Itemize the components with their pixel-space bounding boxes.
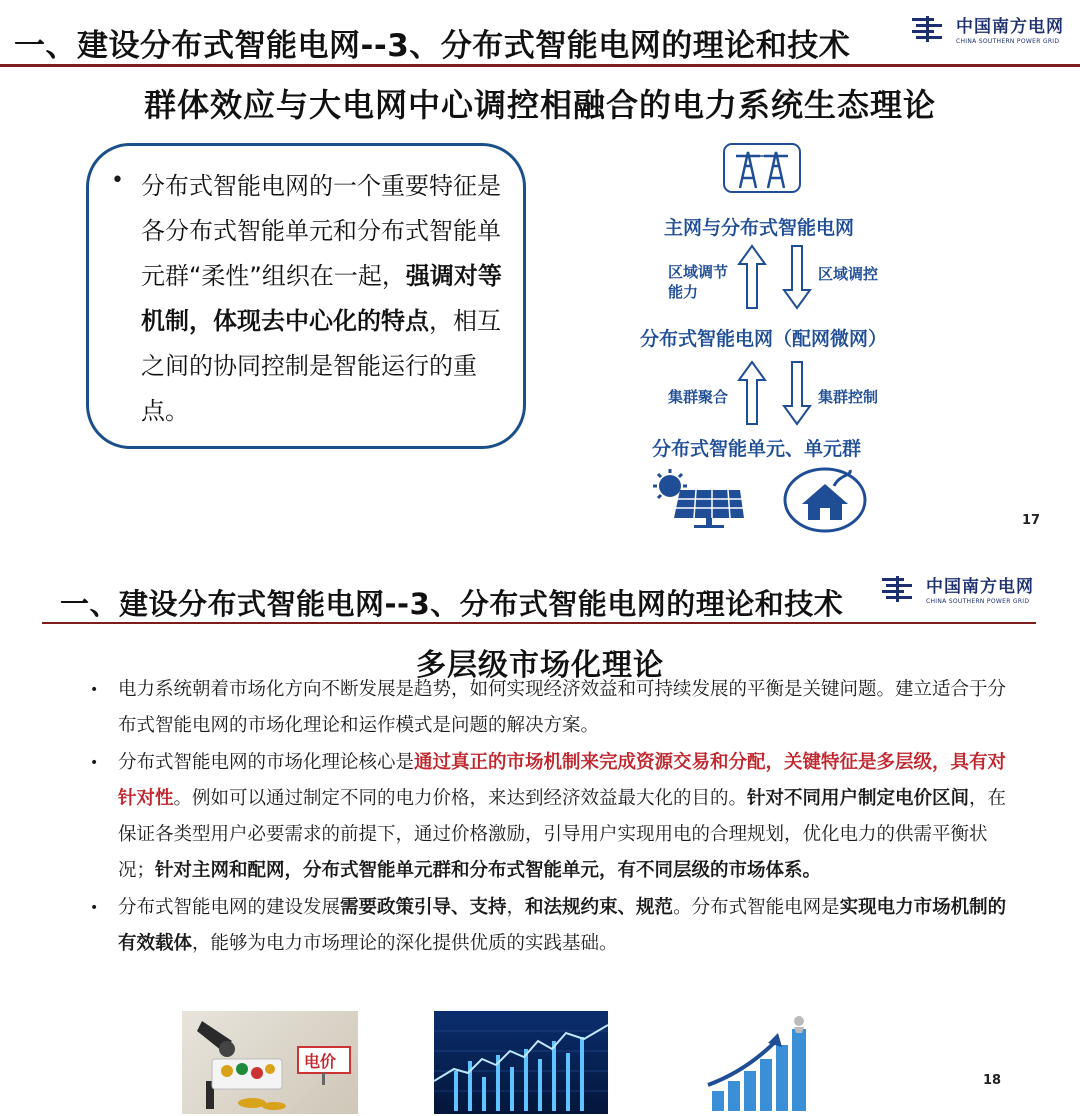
market-chart-photo — [434, 1011, 608, 1114]
list-item — [88, 745, 1008, 889]
bold-text: 针对主网和配网，分布式智能单元群和分布式智能单元，有不同层级的市场体系。 — [155, 860, 822, 881]
diagram-bottom-label: 分布式智能单元、单元群 — [652, 438, 862, 460]
bullet-text: 分布式智能电网的市场化理论核心是 — [118, 752, 415, 773]
callout-text — [141, 164, 505, 434]
page-number: 18 — [983, 1073, 1002, 1088]
callout-box — [86, 143, 526, 449]
bullet-text: 电力系统朝着市场化方向不断发展是趋势，如何实现经济效益和可持续发展的平衡是关键问题。建立适合于分布式智能电网的市场化理论和运作模式是问题的解决方案。 — [118, 679, 1007, 736]
arrow-up-icon — [737, 244, 767, 310]
page-number: 17 — [1022, 513, 1041, 528]
slide-subtitle: 群体效应与大电网中心调控相融合的电力系统生态理论 — [143, 86, 936, 124]
callout-text-part2: ，相互之间的协同控制是智能运行的重点。 — [141, 307, 501, 425]
slide-header-title: 一、建设分布式智能电网--3、分布式智能电网的理论和技术 — [60, 587, 844, 621]
bullet-text: ，能够为电力市场理论的深化提供优质的实践基础。 — [192, 933, 618, 954]
arrow-up-icon — [737, 360, 767, 426]
bold-text: 需要政策引导、支持 — [340, 897, 507, 918]
csg-logo-icon — [910, 14, 950, 44]
diagram-up2-label: 集群聚合 — [668, 388, 729, 406]
arrow-down-icon — [782, 360, 812, 426]
bullet-icon: • — [111, 168, 124, 193]
market-line-illustration — [434, 1011, 608, 1114]
diagram-down2-label: 集群控制 — [818, 388, 879, 406]
growth-bars-illustration — [706, 1011, 816, 1114]
diagram-top-label: 主网与分布式智能电网 — [664, 217, 855, 239]
list-item — [88, 890, 1008, 962]
header-divider — [0, 64, 1080, 67]
slide-header-title: 一、建设分布式智能电网--3、分布式智能电网的理论和技术 — [14, 28, 851, 64]
logo-chinese-name: 中国南方电网 — [926, 577, 1034, 597]
price-sign-label: 电价 — [304, 1052, 337, 1071]
callout-text-part1: 分布式智能电网的一个重要特征是各分布式智能单元和分布式智能单元群“柔性”组织在一起， — [141, 172, 501, 290]
bullet-text: 分布式智能电网的建设发展 — [118, 897, 341, 918]
logo-english-name: CHINA SOUTHERN POWER GRID — [956, 38, 1060, 45]
smart-home-icon — [782, 466, 868, 534]
bold-text: 和法规约束、规范 — [525, 897, 674, 918]
list-item — [88, 672, 1008, 744]
csg-logo-icon — [880, 574, 920, 604]
bold-text: 针对不同用户制定电价区间 — [747, 788, 970, 809]
header-divider — [42, 622, 1036, 624]
power-tower-icon — [722, 142, 802, 194]
callout-text-bold: 强调对等机制，体现去中心化的特点 — [141, 262, 502, 335]
price-photo — [182, 1011, 358, 1114]
arrow-down-icon — [782, 244, 812, 310]
highlight-text: 通过真正的市场机制来完成资源交易和分配，关键特征是多层级，具有对针对性 — [118, 752, 1007, 809]
bullet-icon: • — [90, 682, 99, 698]
bold-text: 实现电力市场机制的有效载体 — [118, 897, 1007, 954]
diagram-up1-label: 区域调节能力 — [668, 263, 729, 301]
solar-panel-icon — [650, 468, 746, 530]
bullet-text: ，在保证各类型用户必要需求的前提下，通过价格激励，引导用户实现用电的合理规划，优化电力的供需平衡状况； — [118, 788, 1007, 881]
csg-logo — [880, 572, 1034, 605]
slide-18 — [0, 560, 1080, 1116]
logo-english-name: CHINA SOUTHERN POWER GRID — [926, 598, 1030, 605]
bullet-text: 。例如可以通过制定不同的电力价格，来达到经济效益最大化的目的。 — [173, 788, 748, 809]
csg-logo — [910, 12, 1064, 45]
bullet-text: 。分布式智能电网是 — [673, 897, 840, 918]
growth-photo — [706, 1011, 816, 1114]
bullet-list — [88, 672, 1008, 963]
bullet-text: ， — [506, 897, 526, 918]
bullet-icon: • — [90, 755, 99, 771]
diagram-down1-label: 区域调控 — [818, 265, 879, 283]
logo-chinese-name: 中国南方电网 — [956, 17, 1064, 37]
bullet-icon: • — [90, 900, 99, 916]
diagram-mid-label: 分布式智能电网（配网微网） — [640, 328, 888, 350]
slide-subtitle: 多层级市场化理论 — [416, 648, 664, 683]
